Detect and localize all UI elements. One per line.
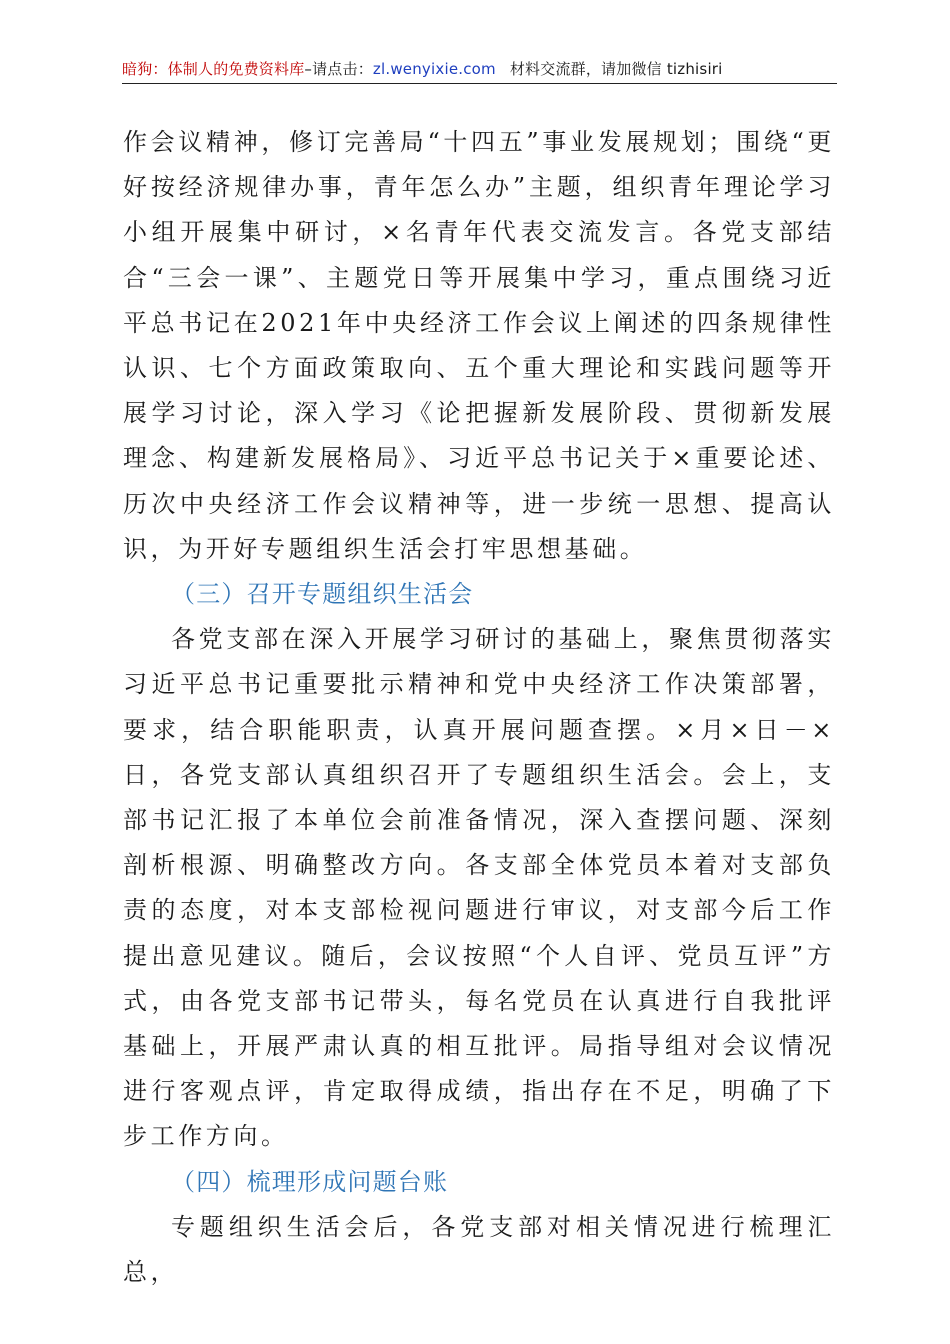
paragraph-section-3: 各党支部在深入开展学习研讨的基础上，聚焦贯彻落实习近平总书记重要批示精神和党中央经济工作决策部署，要求，结合职能职责，认真开展问题查摆。×月×日－×日，各党支部认真组织召开了专题组织生活会。会上，支部书记汇报了本单位会前准备情况，深入查摆问题、深刻剖析根源、明确整改方向。各支部全体党员本着对支部负责的态度，对本支部检视问题进行审议，对支部今后工作提出意见建议。随后，会议按照“个人自评、党员互评”方式，由各党支部书记带头，每名党员在认真进行自我批评基础上，开展严肃认真的相互批评。局指导组对会议情况进行客观点评，肯定取得成绩，指出存在不足，明确了下步工作方向。 xyxy=(123,625,835,1151)
header-note: 材料交流群，请加微信 tizhisiri xyxy=(509,60,723,78)
section-heading-3: （三）召开专题组织生活会 xyxy=(171,580,474,609)
page-header xyxy=(122,58,837,80)
section-heading-4: （四）梳理形成问题台账 xyxy=(171,1167,449,1196)
header-divider xyxy=(122,83,837,84)
paragraph-section-4: 专题组织生活会后，各党支部对相关情况进行梳理汇总， xyxy=(123,1212,835,1287)
paragraph-continued: 作会议精神，修订完善局“十四五”事业发展规划；围绕“更好按经济规律办事，青年怎么办”主题，组织青年理论学习小组开展集中研讨，×名青年代表交流发言。各党支部结合“三会一课”、主题党日等开展集中学习，重点围绕习近平总书记在2021年中央经济工作会议上阐述的四条规律性认识、七个方面政策取向、五个重大理论和实践问题等开展学习讨论，深入学习《论把握新发展阶段、贯彻新发展理念、构建新发展格局》、习近平总书记关于×重要论述、历次中央经济工作会议精神等，进一步统一思想、提高认识，为开好专题组织生活会打牢思想基础。 xyxy=(123,128,835,563)
header-prompt: –请点击： xyxy=(304,60,373,78)
header-brand: 暗狗：体制人的免费资料库 xyxy=(122,60,305,78)
document-body xyxy=(123,120,835,1295)
header-link[interactable]: zl.wenyixie.com xyxy=(372,60,496,78)
